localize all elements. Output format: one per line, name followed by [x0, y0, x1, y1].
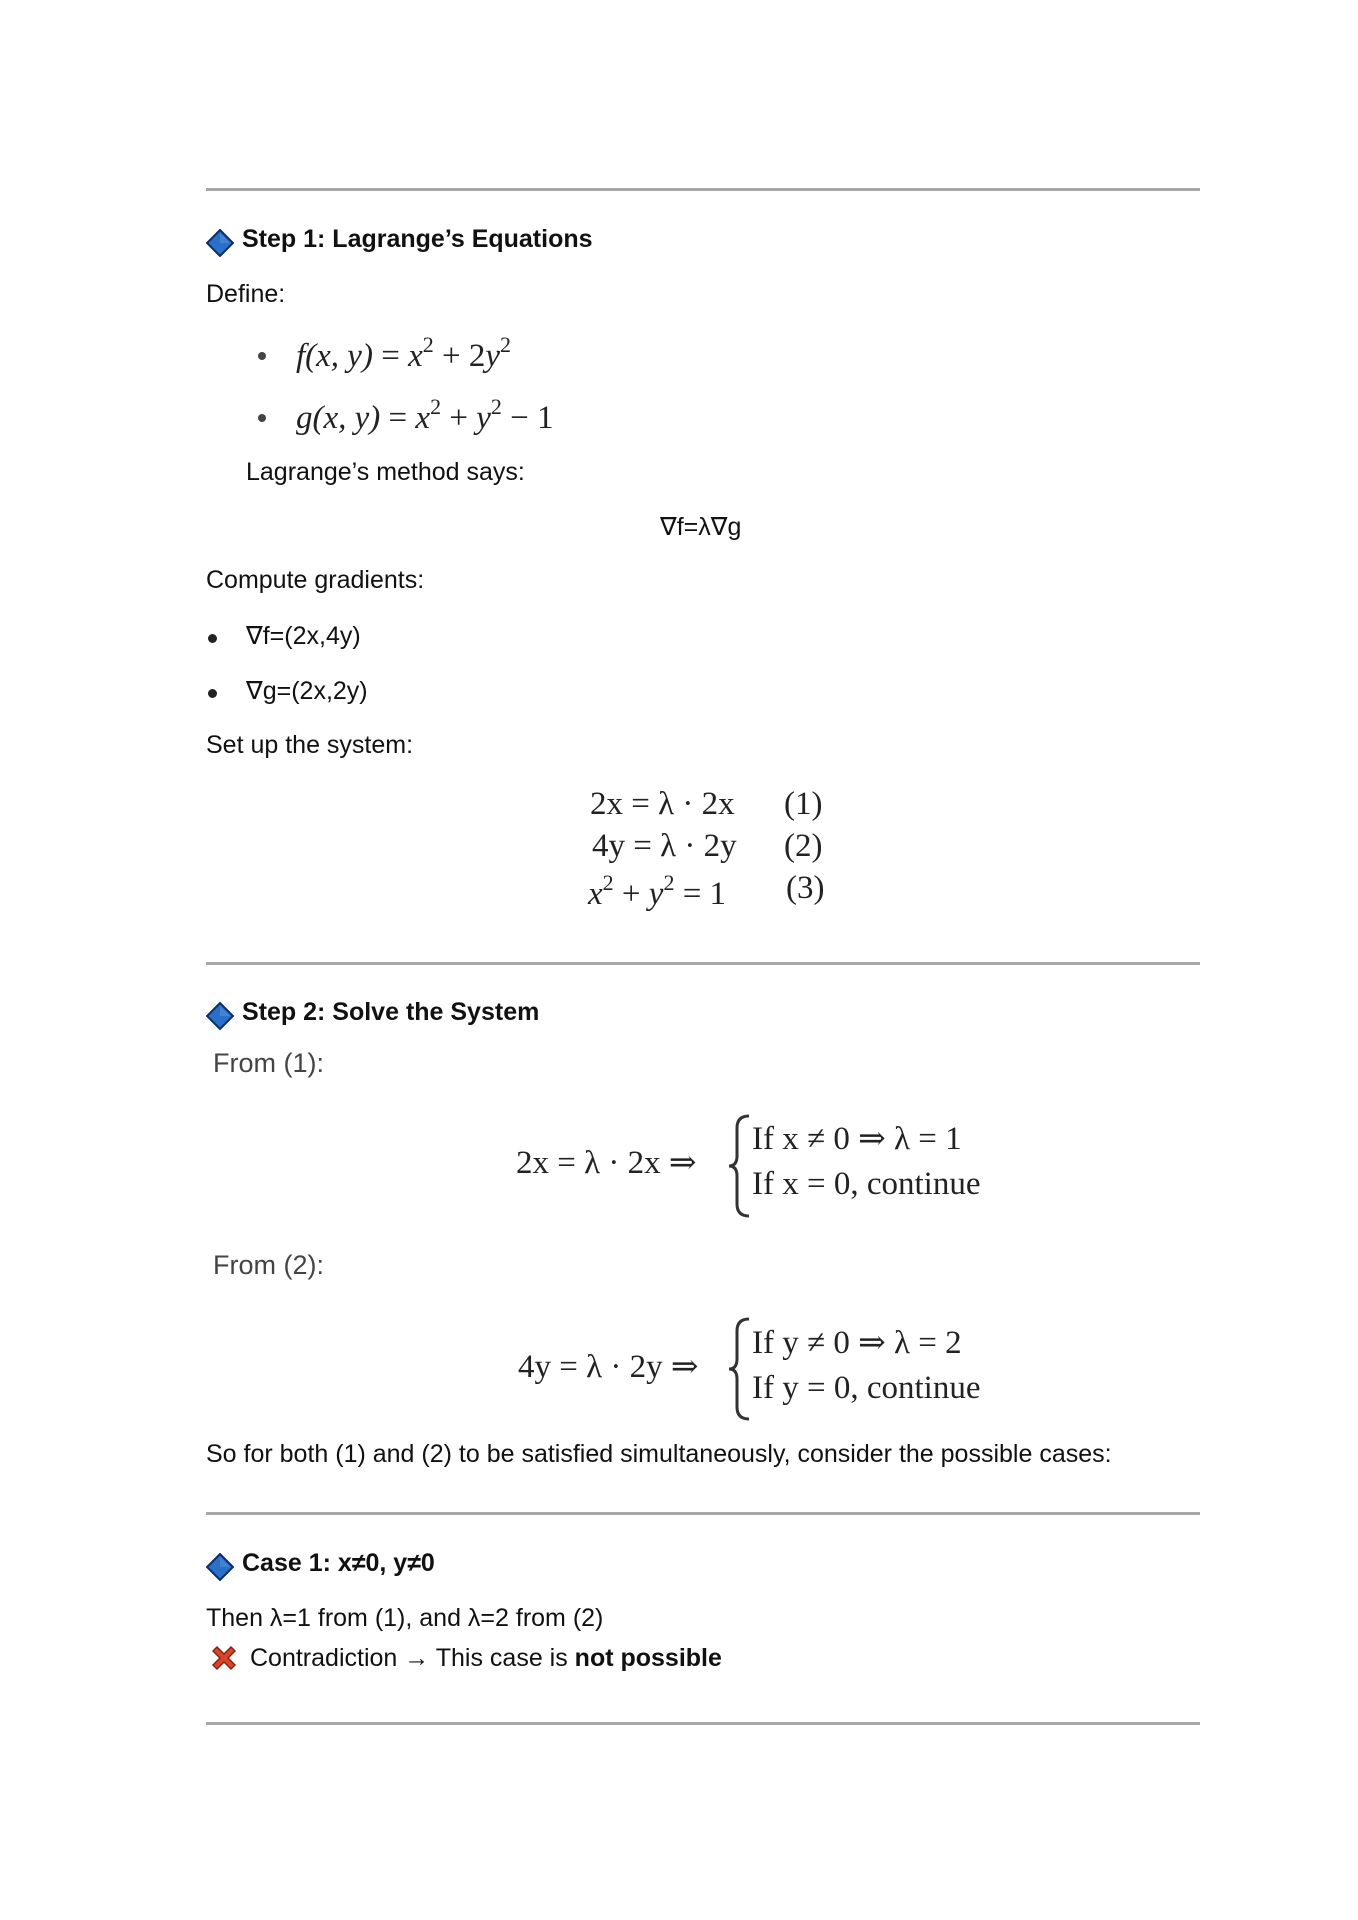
- step1-heading: [206, 225, 593, 254]
- eq3-plus: +: [613, 876, 649, 912]
- f-def-y: y: [485, 338, 501, 374]
- bullet: [258, 414, 266, 422]
- diamond-icon: [206, 1553, 228, 1575]
- f-def-x: x: [408, 338, 423, 374]
- grad-g: ∇g=(2x,2y): [246, 677, 368, 705]
- from1-case-b: If x = 0, continue: [752, 1166, 981, 1202]
- step2-conclusion: So for both (1) and (2) to be satisfied simultaneously, consider the possible cases:: [206, 1440, 1112, 1468]
- divider-4: [206, 1722, 1200, 1725]
- g-def-eq: =: [380, 400, 416, 436]
- equation-2-number: (2): [784, 828, 823, 864]
- cross-icon: [208, 1642, 240, 1679]
- case1-heading: [206, 1549, 435, 1578]
- from-1-label: From (1):: [213, 1048, 324, 1078]
- grad-f: ∇f=(2x,4y): [246, 622, 361, 650]
- step2-heading-text: Step 2: Solve the System: [242, 998, 540, 1026]
- eq3-x: x: [588, 876, 603, 912]
- divider-2: [206, 962, 1200, 965]
- eq3-exp2: 2: [663, 870, 675, 895]
- g-def-minus: − 1: [501, 400, 554, 436]
- method-says: Lagrange’s method says:: [246, 458, 525, 486]
- define-label: Define:: [206, 280, 286, 308]
- g-def-exp2: 2: [490, 394, 502, 419]
- case1-heading-text: Case 1: x≠0, y≠0: [242, 1549, 435, 1577]
- eq3-rhs: = 1: [674, 876, 727, 912]
- equation-3-number: (3): [786, 870, 825, 906]
- case1-then: Then λ=1 from (1), and λ=2 from (2): [206, 1604, 604, 1632]
- f-definition: [296, 332, 511, 375]
- nabla-equation: ∇f=λ∇g: [660, 513, 742, 541]
- f-def-exp2: 2: [500, 332, 512, 357]
- setup-system: Set up the system:: [206, 731, 414, 759]
- from2-case-b: If y = 0, continue: [752, 1370, 981, 1406]
- brace-icon: [727, 1112, 755, 1220]
- divider-3: [206, 1512, 1200, 1515]
- step1-heading-text: Step 1: Lagrange’s Equations: [242, 225, 593, 253]
- from2-case-a: If y ≠ 0 ⇒ λ = 2: [752, 1325, 962, 1361]
- f-def-plus: + 2: [433, 338, 486, 374]
- f-def-lhs: f(x, y): [296, 338, 373, 374]
- equation-2: 4y = λ · 2y: [592, 828, 737, 864]
- g-def-y: y: [476, 400, 491, 436]
- from1-lhs: 2x = λ · 2x ⇒: [516, 1145, 697, 1181]
- diamond-icon: [206, 229, 228, 251]
- divider-1: [206, 188, 1200, 191]
- equation-1: 2x = λ · 2x: [590, 786, 735, 822]
- equation-3: [588, 870, 726, 913]
- g-def-plus: +: [441, 400, 477, 436]
- diamond-icon: [206, 1002, 228, 1024]
- from2-lhs: 4y = λ · 2y ⇒: [518, 1349, 699, 1385]
- step2-heading: [206, 998, 539, 1027]
- g-definition: [296, 394, 553, 437]
- g-def-x: x: [415, 400, 431, 436]
- brace-icon: [727, 1315, 755, 1423]
- equation-1-number: (1): [784, 786, 823, 822]
- contradiction-bold: not possible: [574, 1644, 722, 1672]
- bullet: [208, 689, 217, 698]
- f-def-eq: =: [372, 338, 409, 374]
- eq3-y: y: [648, 876, 664, 912]
- g-def-lhs: g(x, y): [296, 400, 381, 436]
- compute-gradients: Compute gradients:: [206, 566, 425, 594]
- bullet: [258, 352, 266, 360]
- eq3-exp: 2: [602, 870, 614, 895]
- f-def-exp: 2: [422, 332, 434, 357]
- from-2-label: From (2):: [213, 1250, 324, 1280]
- contradiction-text: Contradiction → This case is: [250, 1644, 575, 1672]
- from1-case-a: If x ≠ 0 ⇒ λ = 1: [752, 1121, 962, 1157]
- g-def-exp: 2: [430, 394, 442, 419]
- contradiction-line: [250, 1644, 722, 1673]
- bullet: [208, 634, 217, 643]
